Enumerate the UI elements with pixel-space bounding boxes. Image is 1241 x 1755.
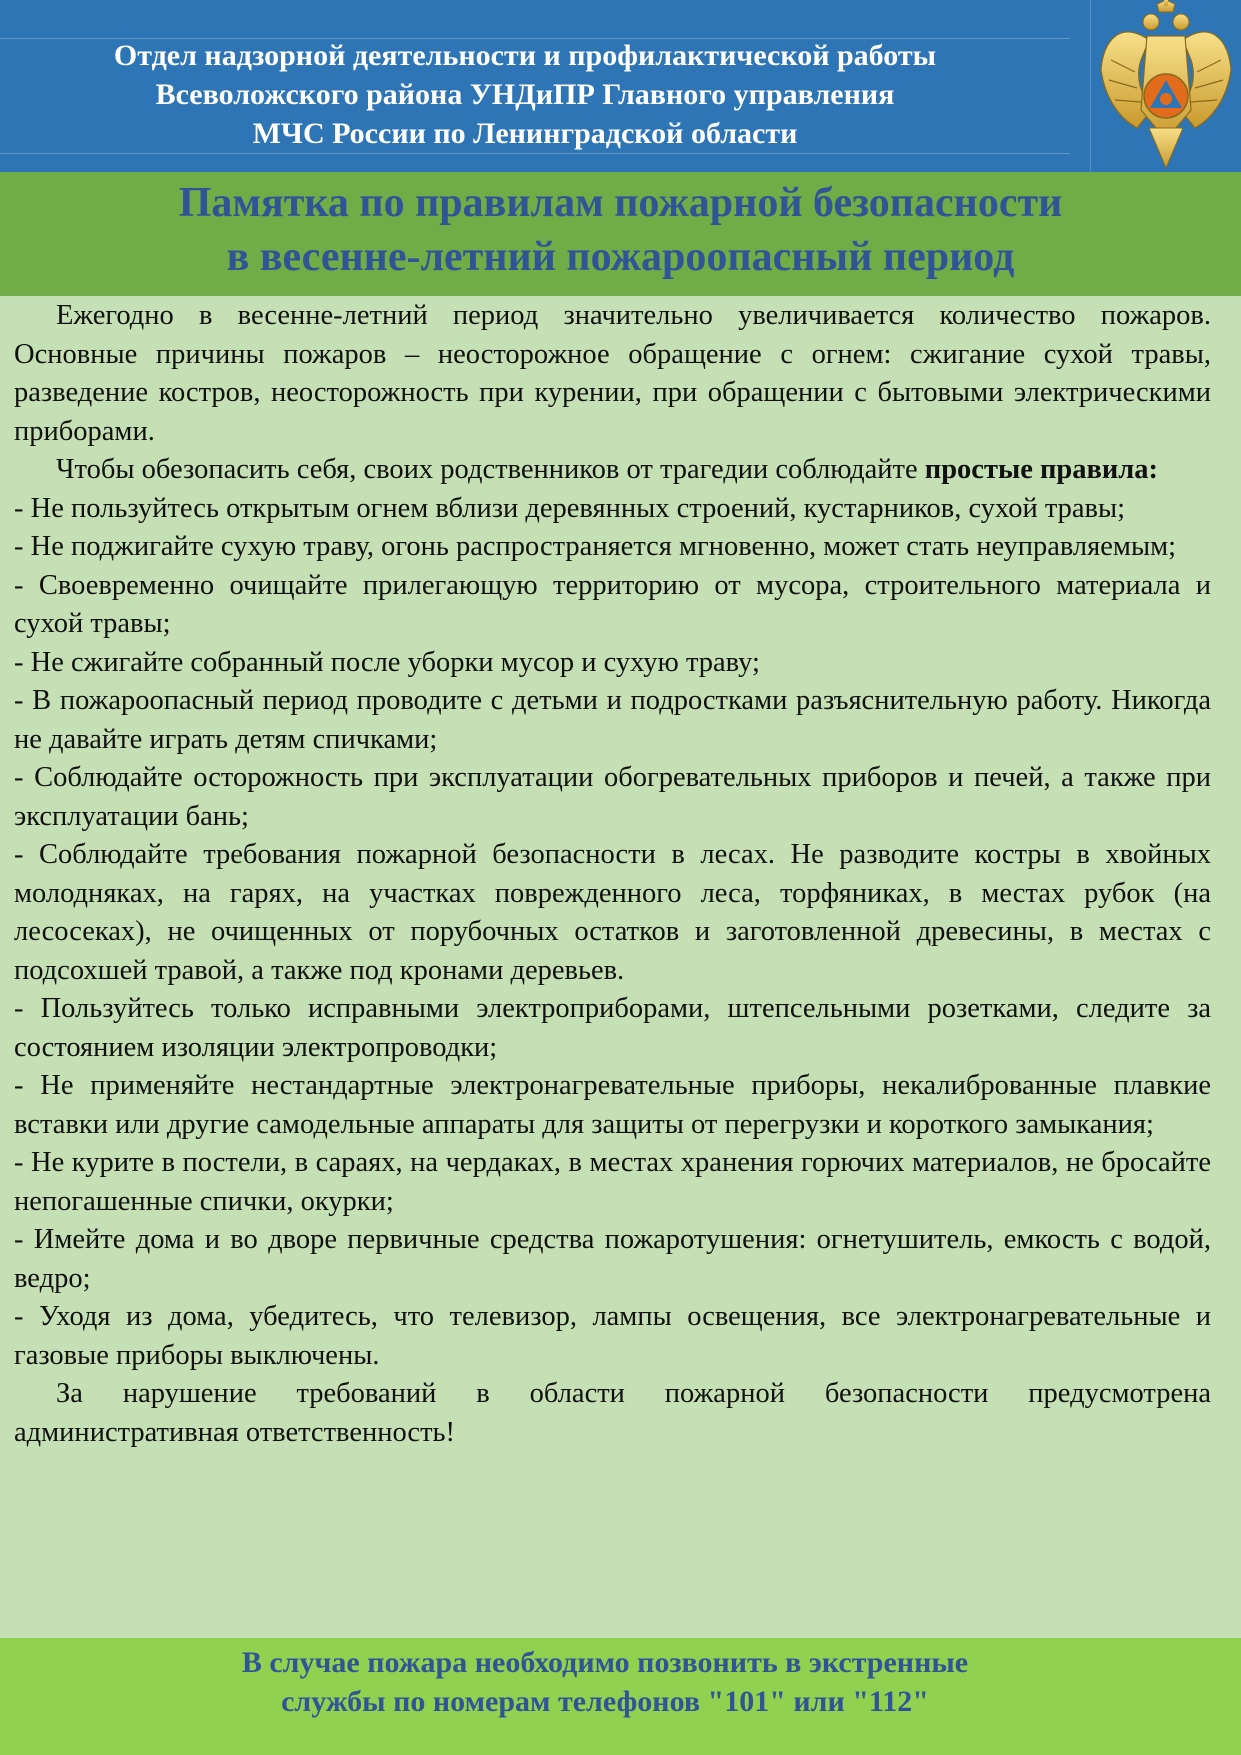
page-title [0,176,1241,284]
memo-body [14,297,1211,1452]
department-name [0,36,1050,153]
closing-paragraph: За нарушение требований в области пожарной безопасности предусмотрена административная ответственность! [14,1378,1211,1448]
rule-item: - Имейте дома и во дворе первичные средства пожаротушения: огнетушитель, емкость с водой, ведро; [14,1224,1211,1294]
department-line-3: МЧС России по Ленинградской области [252,117,798,150]
rules-intro-bold: простые правила: [924,454,1159,485]
rule-item: - Не пользуйтесь открытым огнем вблизи деревянных строений, кустарников, сухой травы; [14,492,1126,524]
department-line-2: Всеволожского района УНДиПР Главного управления [155,78,895,111]
emergency-notice [0,1643,1210,1721]
rule-item: - Не поджигайте сухую траву, огонь распространяется мгновенно, может стать неуправляемым; [14,531,1177,562]
department-line-1: Отдел надзорной деятельности и профилактической работы [113,39,937,72]
rules-intro-paragraph [14,451,1211,490]
footer-banner [0,1638,1241,1755]
rule-item: - Своевременно очищайте прилегающую территорию от мусора, строительного материала и сухой травы; [14,569,1211,639]
rules-intro-text: Чтобы обезопасить себя, своих родственников от трагедии соблюдайте [56,454,925,485]
emergency-notice-line-2: службы по номерам телефонов "101" или "112" [281,1685,929,1718]
rule-item: - Не сжигайте собранный после уборки мусор и сухую траву; [14,646,760,678]
header-banner [0,0,1241,172]
rule-item: - Уходя из дома, убедитесь, что телевизор, лампы освещения, все электронагревательные и газовые приборы выключены. [14,1301,1211,1371]
title-band [0,172,1241,296]
page-title-line-2: в весенне-летний пожароопасный период [226,234,1015,280]
mchs-emblem-icon [1090,0,1241,172]
intro-paragraph: Ежегодно в весенне-летний период значительно увеличивается количество пожаров. Основные причины пожаров – неосторожное обращение с огнем: сжигание сухой травы, разведение костров, неосторожность при курении, при обращении с бытовыми электрическими приборами. [14,300,1211,447]
rule-item: - Не применяйте нестандартные электронагревательные приборы, некалиброванные плавкие вставки или другие самодельные аппараты для защиты от перегрузки и короткого замыкания; [14,1070,1211,1140]
emergency-notice-line-1: В случае пожара необходимо позвонить в экстренные [241,1646,969,1679]
rule-item: - Соблюдайте осторожность при эксплуатации обогревательных приборов и печей, а также при эксплуатации бань; [14,762,1211,832]
rule-item: - Пользуйтесь только исправными электроприборами, штепсельными розетками, следите за состоянием изоляции электропроводки; [14,993,1211,1063]
rule-item: - Не курите в постели, в сараях, на чердаках, в местах хранения горючих материалов, не бросайте непогашенные спички, окурки; [14,1147,1211,1217]
rule-item: - Соблюдайте требования пожарной безопасности в лесах. Не разводите костры в хвойных молодняках, на гарях, на участках поврежденного леса, торфяниках, в местах рубок (на лесосеках), не очищенных от порубочных остатков и заготовленной древесины, в местах с подсохшей травой, а также под кронами деревьев. [14,839,1211,986]
page-title-line-1: Памятка по правилам пожарной безопасности [178,180,1063,226]
rule-item: - В пожароопасный период проводите с детьми и подростками разъяснительную работу. Никогда не давайте играть детям спичками; [14,685,1211,755]
